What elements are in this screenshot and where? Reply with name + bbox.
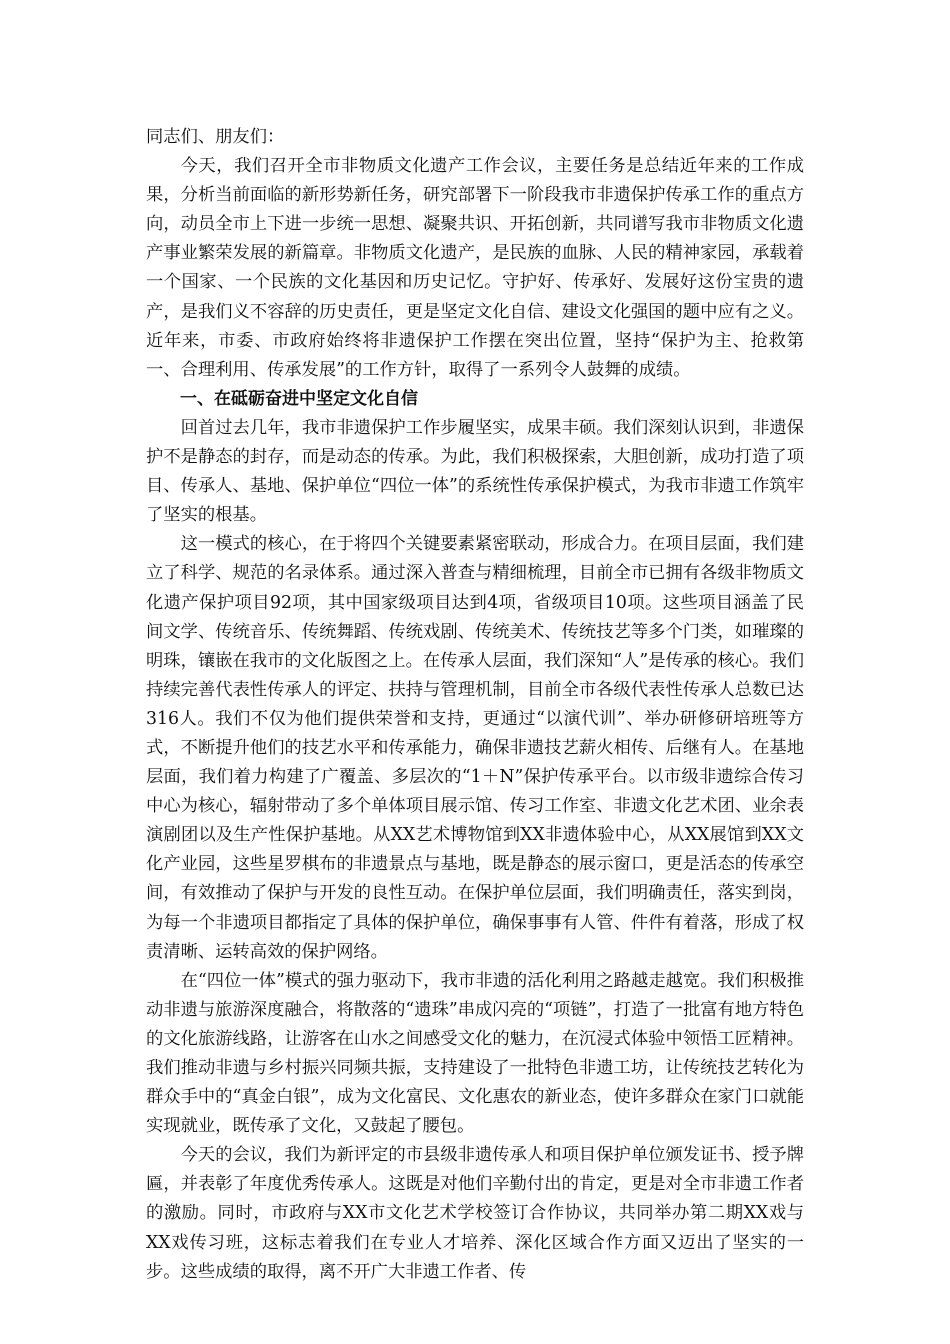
paragraph-model-core: 这一模式的核心，在于将四个关键要素紧密联动，形成合力。在项目层面，我们建立了科学、规范的名录体系。通过深入普查与精细梳理，目前全市已拥有各级非物质文化遗产保护项目92项，其中国家级项目达到4项，省级项目10项。这些项目涵盖了民间文学、传统音乐、传统舞蹈、传统戏剧、传统美术、传统技艺等多个门类，如璀璨的明珠，镶嵌在我市的文化版图之上。在传承人层面，我们深知“人”是传承的核心。我们持续完善代表性传承人的评定、扶持与管理机制，目前全市各级代表性传承人总数已达316人。我们不仅为他们提供荣誉和支持，更通过“以演代训”、举办研修研培班等方式，不断提升他们的技艺水平和传承能力，确保非遗技艺薪火相传、后继有人。在基地层面，我们着力构建了广覆盖、多层次的“1＋N”保护传承平台。以市级非遗综合传习中心为核心，辐射带动了多个单体项目展示馆、传习工作室、非遗文化艺术团、业余表演剧团以及生产性保护基地。从XX艺术博物馆到XX非遗体验中心，从XX展馆到XX文化产业园，这些星罗棋布的非遗景点与基地，既是静态的展示窗口，更是活态的传承空间，有效推动了保护与开发的良性互动。在保护单位层面，我们明确责任，落实到岗，为每一个非遗项目都指定了具体的保护单位，确保事事有人管、件件有着落，形成了权责清晰、运转高效的保护网络。 [146, 534, 804, 962]
document-body [146, 123, 804, 1287]
salutation: 同志们、朋友们： [146, 127, 285, 147]
section-heading-1: 一、在砥砺奋进中坚定文化自信 [180, 388, 418, 409]
paragraph-intro: 今天，我们召开全市非物质文化遗产工作会议，主要任务是总结近年来的工作成果，分析当前面临的新形势新任务，研究部署下一阶段我市非遗保护传承工作的重点方向，动员全市上下进一步统一思想、凝聚共识、开拓创新，共同谱写我市非物质文化遗产事业繁荣发展的新篇章。非物质文化遗产，是民族的血脉、人民的精神家园，承载着一个国家、一个民族的文化基因和历史记忆。守护好、传承好、发展好这份宝贵的遗产，是我们义不容辞的历史责任，更是坚定文化自信、建设文化强国的题中应有之义。近年来，市委、市政府始终将非遗保护工作摆在突出位置，坚持“保护为主、抢救第一、合理利用、传承发展”的工作方针，取得了一系列令人鼓舞的成绩。 [146, 156, 804, 380]
paragraph-activation: 在“四位一体”模式的强力驱动下，我市非遗的活化利用之路越走越宽。我们积极推动非遗与旅游深度融合，将散落的“遗珠”串成闪亮的“项链”，打造了一批富有地方特色的文化旅游线路，让游客在山水之间感受文化的魅力，在沉浸式体验中领悟工匠精神。我们推动非遗与乡村振兴同频共振，支持建设了一批特色非遗工坊，让传统技艺转化为群众手中的“真金白银”，成为文化富民、文化惠农的新业态，使许多群众在家门口就能实现就业，既传承了文化，又鼓起了腰包。 [146, 970, 804, 1137]
paragraph-meeting: 今天的会议，我们为新评定的市县级非遗传承人和项目保护单位颁发证书、授予牌匾，并表彰了年度优秀传承人。这既是对他们辛勤付出的肯定，更是对全市非遗工作者的激励。同时，市政府与XX市文化艺术学校签订合作协议，共同举办第二期XX戏与XX戏传习班，这标志着我们在专业人才培养、深化区域合作方面又迈出了坚实的一步。这些成绩的取得，离不开广大非遗工作者、传 [146, 1145, 804, 1282]
paragraph-review: 回首过去几年，我市非遗保护工作步履坚实，成果丰硕。我们深刻认识到，非遗保护不是静态的封存，而是动态的传承。为此，我们积极探索，大胆创新，成功打造了项目、传承人、基地、保护单位“四位一体”的系统性传承保护模式，为我市非遗工作筑牢了坚实的根基。 [146, 417, 804, 526]
